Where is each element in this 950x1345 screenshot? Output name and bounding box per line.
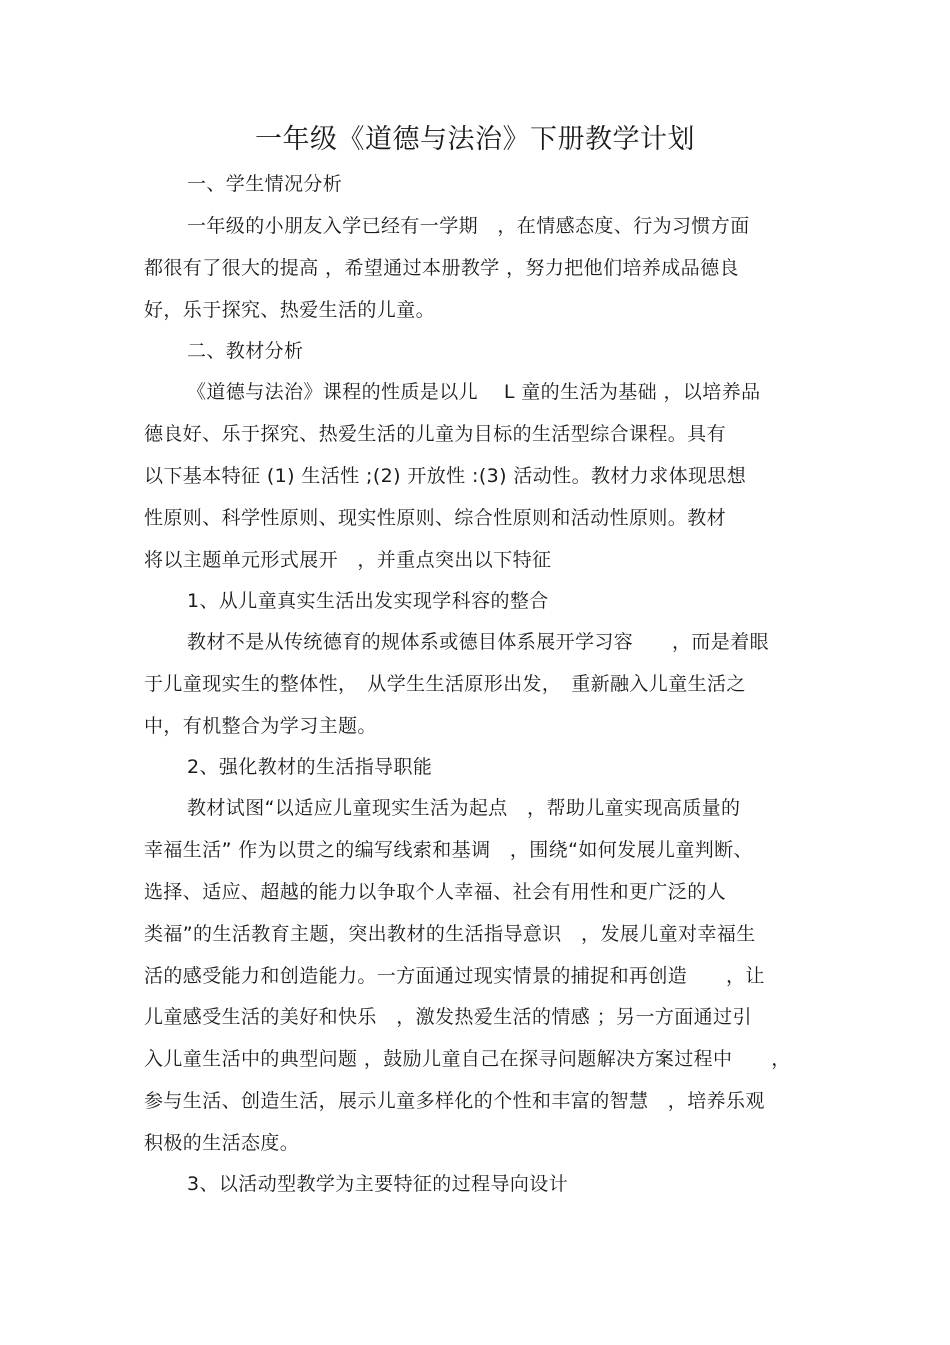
section-heading-textbook-analysis: 二、教材分析 <box>187 340 304 362</box>
subheading-2: 2、强化教材的生活指导职能 <box>187 756 433 778</box>
paragraph-line: 教材不是从传统德育的规体系或德目体系展开学习容 ，而是着眼 <box>187 631 770 653</box>
subheading-3: 3、以活动型教学为主要特征的过程导向设计 <box>187 1173 569 1195</box>
paragraph-line: 将以主题单元形式展开 ，并重点突出以下特征 <box>144 549 552 571</box>
section-heading-student-analysis: 一、学生情况分析 <box>187 173 343 195</box>
paragraph-line: 以下基本特征 (1) 生活性 ;(2) 开放性 :(3) 活动性。教材力求体现思想 <box>144 465 747 487</box>
paragraph-line: 性原则、科学性原则、现实性原则、综合性原则和活动性原则。教材 <box>144 507 727 529</box>
paragraph-line: 中，有机整合为学习主题。 <box>144 715 377 737</box>
paragraph-line: 一年级的小朋友入学已经有一学期 ，在情感态度、行为习惯方面 <box>187 215 750 237</box>
paragraph-line: 选择、适应、超越的能力以争取个人幸福、社会有用性和更广泛的人 <box>144 881 727 903</box>
paragraph-line: 德良好、乐于探究、热爱生活的儿童为目标的生活型综合课程。具有 <box>144 423 727 445</box>
document-title: 一年级《道德与法治》下册教学计划 <box>255 124 695 155</box>
paragraph-line: 入儿童生活中的典型问题 ，鼓励儿童自己在探寻问题解决方案过程中 ， <box>144 1048 791 1070</box>
paragraph-line: 都很有了很大的提高 ，希望通过本册教学 ，努力把他们培养成品德良 <box>144 257 739 279</box>
paragraph-line: 教材试图“以适应儿童现实生活为起点 ，帮助儿童实现高质量的 <box>187 797 741 819</box>
paragraph-line: 类福”的生活教育主题，突出教材的生活指导意识 ，发展儿童对幸福生 <box>144 923 756 945</box>
paragraph-line: 《道德与法治》课程的性质是以儿 L 童的生活为基础 ，以培养品 <box>187 381 761 403</box>
paragraph-line: 积极的生活态度。 <box>144 1132 300 1154</box>
paragraph-line: 参与生活、创造生活，展示儿童多样化的个性和丰富的智慧 ，培养乐观 <box>144 1090 765 1112</box>
paragraph-line: 活的感受能力和创造能力。一方面通过现实情景的捕捉和再创造 ，让 <box>144 965 765 987</box>
paragraph-line: 好，乐于探究、热爱生活的儿童。 <box>144 299 436 321</box>
paragraph-line: 于儿童现实生的整体性， 从学生生活原形出发， 重新融入儿童生活之 <box>144 673 746 695</box>
paragraph-line: 幸福生活” 作为以贯之的编写线索和基调 ，围绕“如何发展儿童判断、 <box>144 839 753 861</box>
paragraph-line: 儿童感受生活的美好和快乐 ，激发热爱生活的情感 ；另一方面通过引 <box>144 1006 752 1028</box>
subheading-1: 1、从儿童真实生活出发实现学科容的整合 <box>187 590 549 612</box>
